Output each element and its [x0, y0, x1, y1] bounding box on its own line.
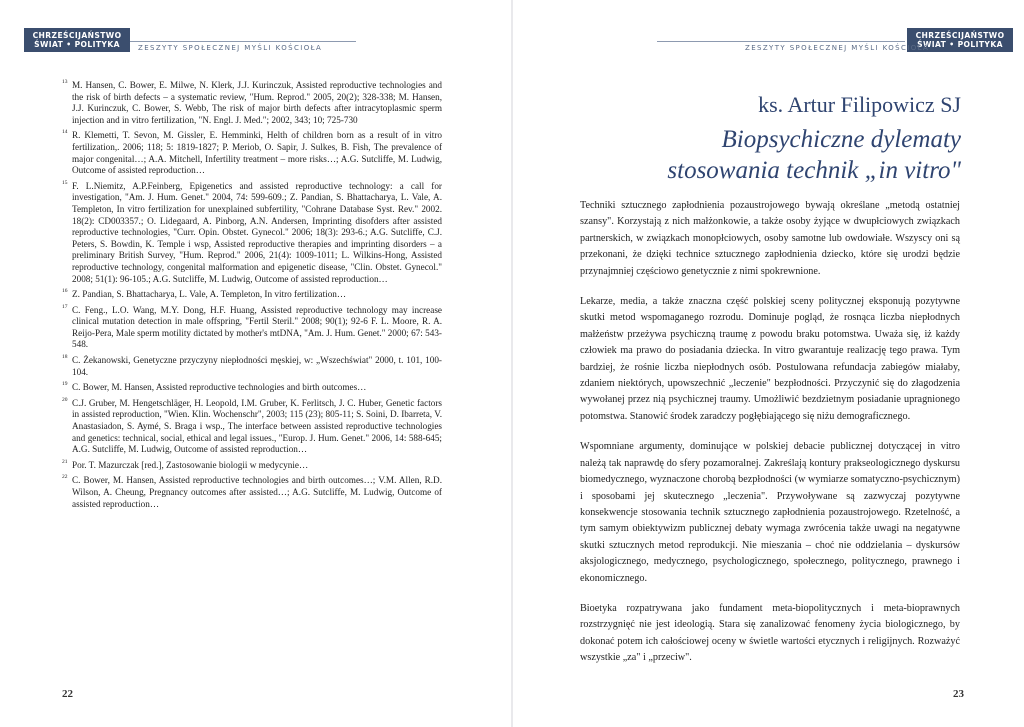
footnote	[62, 382, 442, 394]
journal-logo	[24, 28, 130, 52]
footnote-text: R. Klemetti, T. Sevon, M. Gissler, E. Hemminki, Helth of children born as a result of in vitro fertilization,. 2006; 118; 5: 1819-1827; P. Meriob, O. Sapir, J. Sulkes, B. Fish, The prevalence of major congenital…; A.A. Mitchell, Infertility treatment – more risks…; A.G. Sutcliffe, M. Ludwig, Outcome of assisted reproduction…	[72, 130, 442, 176]
running-head: ZESZYTY SPOŁECZNEJ MYŚLI KOŚCIOŁA	[745, 44, 930, 52]
footnote-text: Z. Pandian, S. Bhattacharya, L. Vale, A. Templeton, In vitro fertilization…	[72, 289, 347, 300]
right-page	[513, 0, 1024, 727]
footnote	[62, 355, 442, 378]
title-line-2: stosowania technik „in vitro"	[667, 157, 961, 184]
footnotes	[62, 80, 442, 514]
footnote	[62, 130, 442, 176]
footnote-number: 18	[62, 354, 68, 361]
footnote	[62, 398, 442, 456]
footnote	[62, 289, 442, 301]
article-title	[513, 124, 961, 186]
title-line-1: Biopsychiczne dylematy	[721, 126, 961, 153]
running-head: ZESZYTY SPOŁECZNEJ MYŚLI KOŚCIOŁA	[138, 44, 323, 52]
article-author: ks. Artur Filipowicz SJ	[758, 92, 961, 117]
footnote-number: 16	[62, 288, 68, 295]
footnote-text: C. Bower, M. Hansen, Assisted reproductive technologies and birth outcomes…; V.M. Allen, R.D. Wilson, A. Cheung, Pregnancy outcomes after assisted…; A.G. Sutcliffe, M. Ludwig, Outcome of assisted reproduction…	[72, 475, 442, 509]
logo-line-1: CHRZEŚCIJAŃSTWO	[32, 31, 122, 40]
page-number: 22	[62, 688, 73, 700]
footnote-text: M. Hansen, C. Bower, E. Milwe, N. Klerk, J.J. Kurinczuk, Assisted reproductive technologies and the risk of birth defects – a systematic review, "Hum. Reprod." 2005, 20(2); 328-338; M. Hansen, J.J. Kurinczuk, C. Bower, S. Webb, The risk of major birth defects after intracytoplasmic sperm injection and in vitro fertilization, "N. Engl. J. Med."; 2002, 343; 10; 725-730	[72, 80, 442, 125]
footnote-text: C. Bower, M. Hansen, Assisted reproductive technologies and birth outcomes…	[72, 382, 367, 393]
header-rule	[130, 41, 356, 42]
body-paragraph: Techniki sztucznego zapłodnienia pozaustrojowego bywają określane „metodą ostatniej szansy". Korzystają z nich małżonkowie, a także osoby żyjące w dwupłciowych związkach partnerskich, w związkach monopłciowych, osoby samotne lub owdowiałe. Wszyscy oni są przekonani, że dzięki technice sztucznego zapłodnienia dziecko, które się urodzi będzie przynajmniej częściowo genetycznie z nimi spokrewnione.	[580, 200, 960, 277]
footnote-number: 19	[62, 381, 68, 388]
footnote	[62, 305, 442, 351]
footnote-text: C.J. Gruber, M. Hengetschläger, H. Leopold, I.M. Gruber, K. Ferlitsch, J. C. Huber, Genetic factors in assisted reproduction, "Wien. Klin. Wochenschr", 2003; 115 (23); 805-11; S. Soini, D. Ibarreta, V. Anastasiadon, S. Aymé, S. Braga i wsp., The interface between assisted reproductive technologies and genetics: technical, social, ethical and legal issues., "Europ. J. Hum. Genet." 2006, 14: 588-645; A.G. Sutcliffe, M. Ludwig, Outcome of assisted reproduction…	[72, 397, 442, 455]
body-paragraph: Wspomniane argumenty, dominujące w polskiej debacie publicznej dotyczącej in vitro należą tak naprawdę do sfery pozamoralnej. Zakreślają kontury prakseologicznego dyskursu biomedycznego, wyznaczone chorobą bezpłodności (w wymiarze somatyczno-psychicznym) i sposobami jej skutecznego „leczenia". Przywoływane są zazwyczaj pozytywne konsekwencje stosowania technik sztucznego zapłodnienia pozaustrojowego. Rzetelność, a tym samym obiektywizm publicznej debaty wymaga zwrócenia także uwagi na negatywne skutki sztucznych metod reprodukcji. Nie mieszania – choć nie oddzielania – dyskursów aksjologicznego, medycznego, psychologicznego, społecznego, politycznego, prawnego i ekonomicznego.	[580, 441, 960, 584]
footnote-number: 13	[62, 79, 68, 85]
page-number: 23	[953, 688, 964, 700]
footnote-text: Por. T. Mazurczak [red.], Zastosowanie biologii w medycynie…	[72, 459, 309, 470]
body-paragraph: Bioetyka rozpatrywana jako fundament meta-biopolitycznych i meta-bioprawnych rozstrzygnięć nie jest ideologią. Stara się zanalizować fenomeny życia biologicznego, by dokonać potem ich całościowej oceny w świetle wartości etycznych i religijnych. Rozważyć wszystkie „za" i „przeciw".	[580, 602, 960, 664]
footnote-text: C. Feng., L.O. Wang, M.Y. Dong, H.F. Huang, Assisted reproductive technology may increase clinical mutation detection in male offspring, "Fertil Steril." 2008; 90(1); 92-6 F. L. Moore, R. A. Reijo-Pera, Male sperm motility dictated by mother's mtDNA, "Am. J. Hum. Genet." 2000; 67: 543-548.	[72, 304, 442, 350]
footnote-text: C. Żekanowski, Genetyczne przyczyny niepłodności męskiej, w: „Wszechświat" 2000, t. 101, 100-104.	[72, 355, 442, 377]
footnote	[62, 181, 442, 285]
logo-line-1: CHRZEŚCIJAŃSTWO	[915, 31, 1005, 40]
article-body	[580, 198, 960, 681]
footnote-number: 17	[62, 303, 68, 310]
footnote-number: 21	[62, 458, 68, 465]
left-page	[0, 0, 511, 727]
footnote-text: F. L.Niemitz, A.P.Feinberg, Epigenetics and assisted reproductive technology: a call for investigation, "Am. J. Hum. Genet." 2004, 74: 599-609.; Z. Pandian, S. Bhattacharya, L. Vale, A. Templeton, In vitro fertilization for unexplained subfertility, "Cohrane Database Syst. Rev." 2002. 18(2): CD003357.; O. Lidegaard, A. Pinborg, A.N. Andersen, Imprinting disofders after assisted reproductive technologies, "Curr. Opin. Obstet. Gynecol." 2006; 18(3): 293-6.; A.G. Sutcliffe, C.J. Peters, S. Bowdin, K. Temple i wsp, Assisted reproductive therapies and imprinting disorders – a preliminary British Survey, "Hum. Reprod." 2006, 21(4): 1009-1011; L. Wilkins-Hong, Assisted reproductive technology, congenital malformation and epigenetic disease, "Clin. Obstet. Gynecol." 2008; 51(1): 96-105.; A.G. Sutcliffe, M. Ludwig, Outcome of assisted reproduction…	[72, 180, 442, 284]
logo-line-2: ŚWIAT • POLITYKA	[917, 40, 1003, 49]
body-paragraph: Lekarze, media, a także znaczna część polskiej sceny politycznej eksponują pozytywne skutki metod wspomaganego rozrodu. Dominuje pogląd, że rosnąca liczba niepłodnych małżeństw przeżywa psychiczną traumę z powodu braku potomstwa. Uważa się, iż każdy człowiek ma prawo do posiadania dziecka. In vitro gwarantuje realizację tego prawa. Tym bardziej, że rośnie liczba niepłodnych osób. Postulowana refundacja zabiegów miałaby, zdaniem niektórych, upowszechnić „leczenie" bezpłodności. Przyczynić się do złagodzenia wywołanej przez nią psychicznej traumy. Umożliwić bezdzietnym posiadanie upragnionego potomstwa. Stanowić środek zaradczy pogłębiającego się niżu demograficznego.	[580, 296, 960, 422]
footnote-number: 15	[62, 179, 68, 186]
footnote	[62, 80, 442, 126]
footnote-number: 22	[62, 474, 68, 481]
header-rule	[657, 41, 905, 42]
footnote	[62, 460, 442, 472]
footnote-number: 20	[62, 396, 68, 403]
footnote-number: 14	[62, 129, 68, 136]
footnote	[62, 475, 442, 510]
logo-line-2: ŚWIAT • POLITYKA	[34, 40, 120, 49]
